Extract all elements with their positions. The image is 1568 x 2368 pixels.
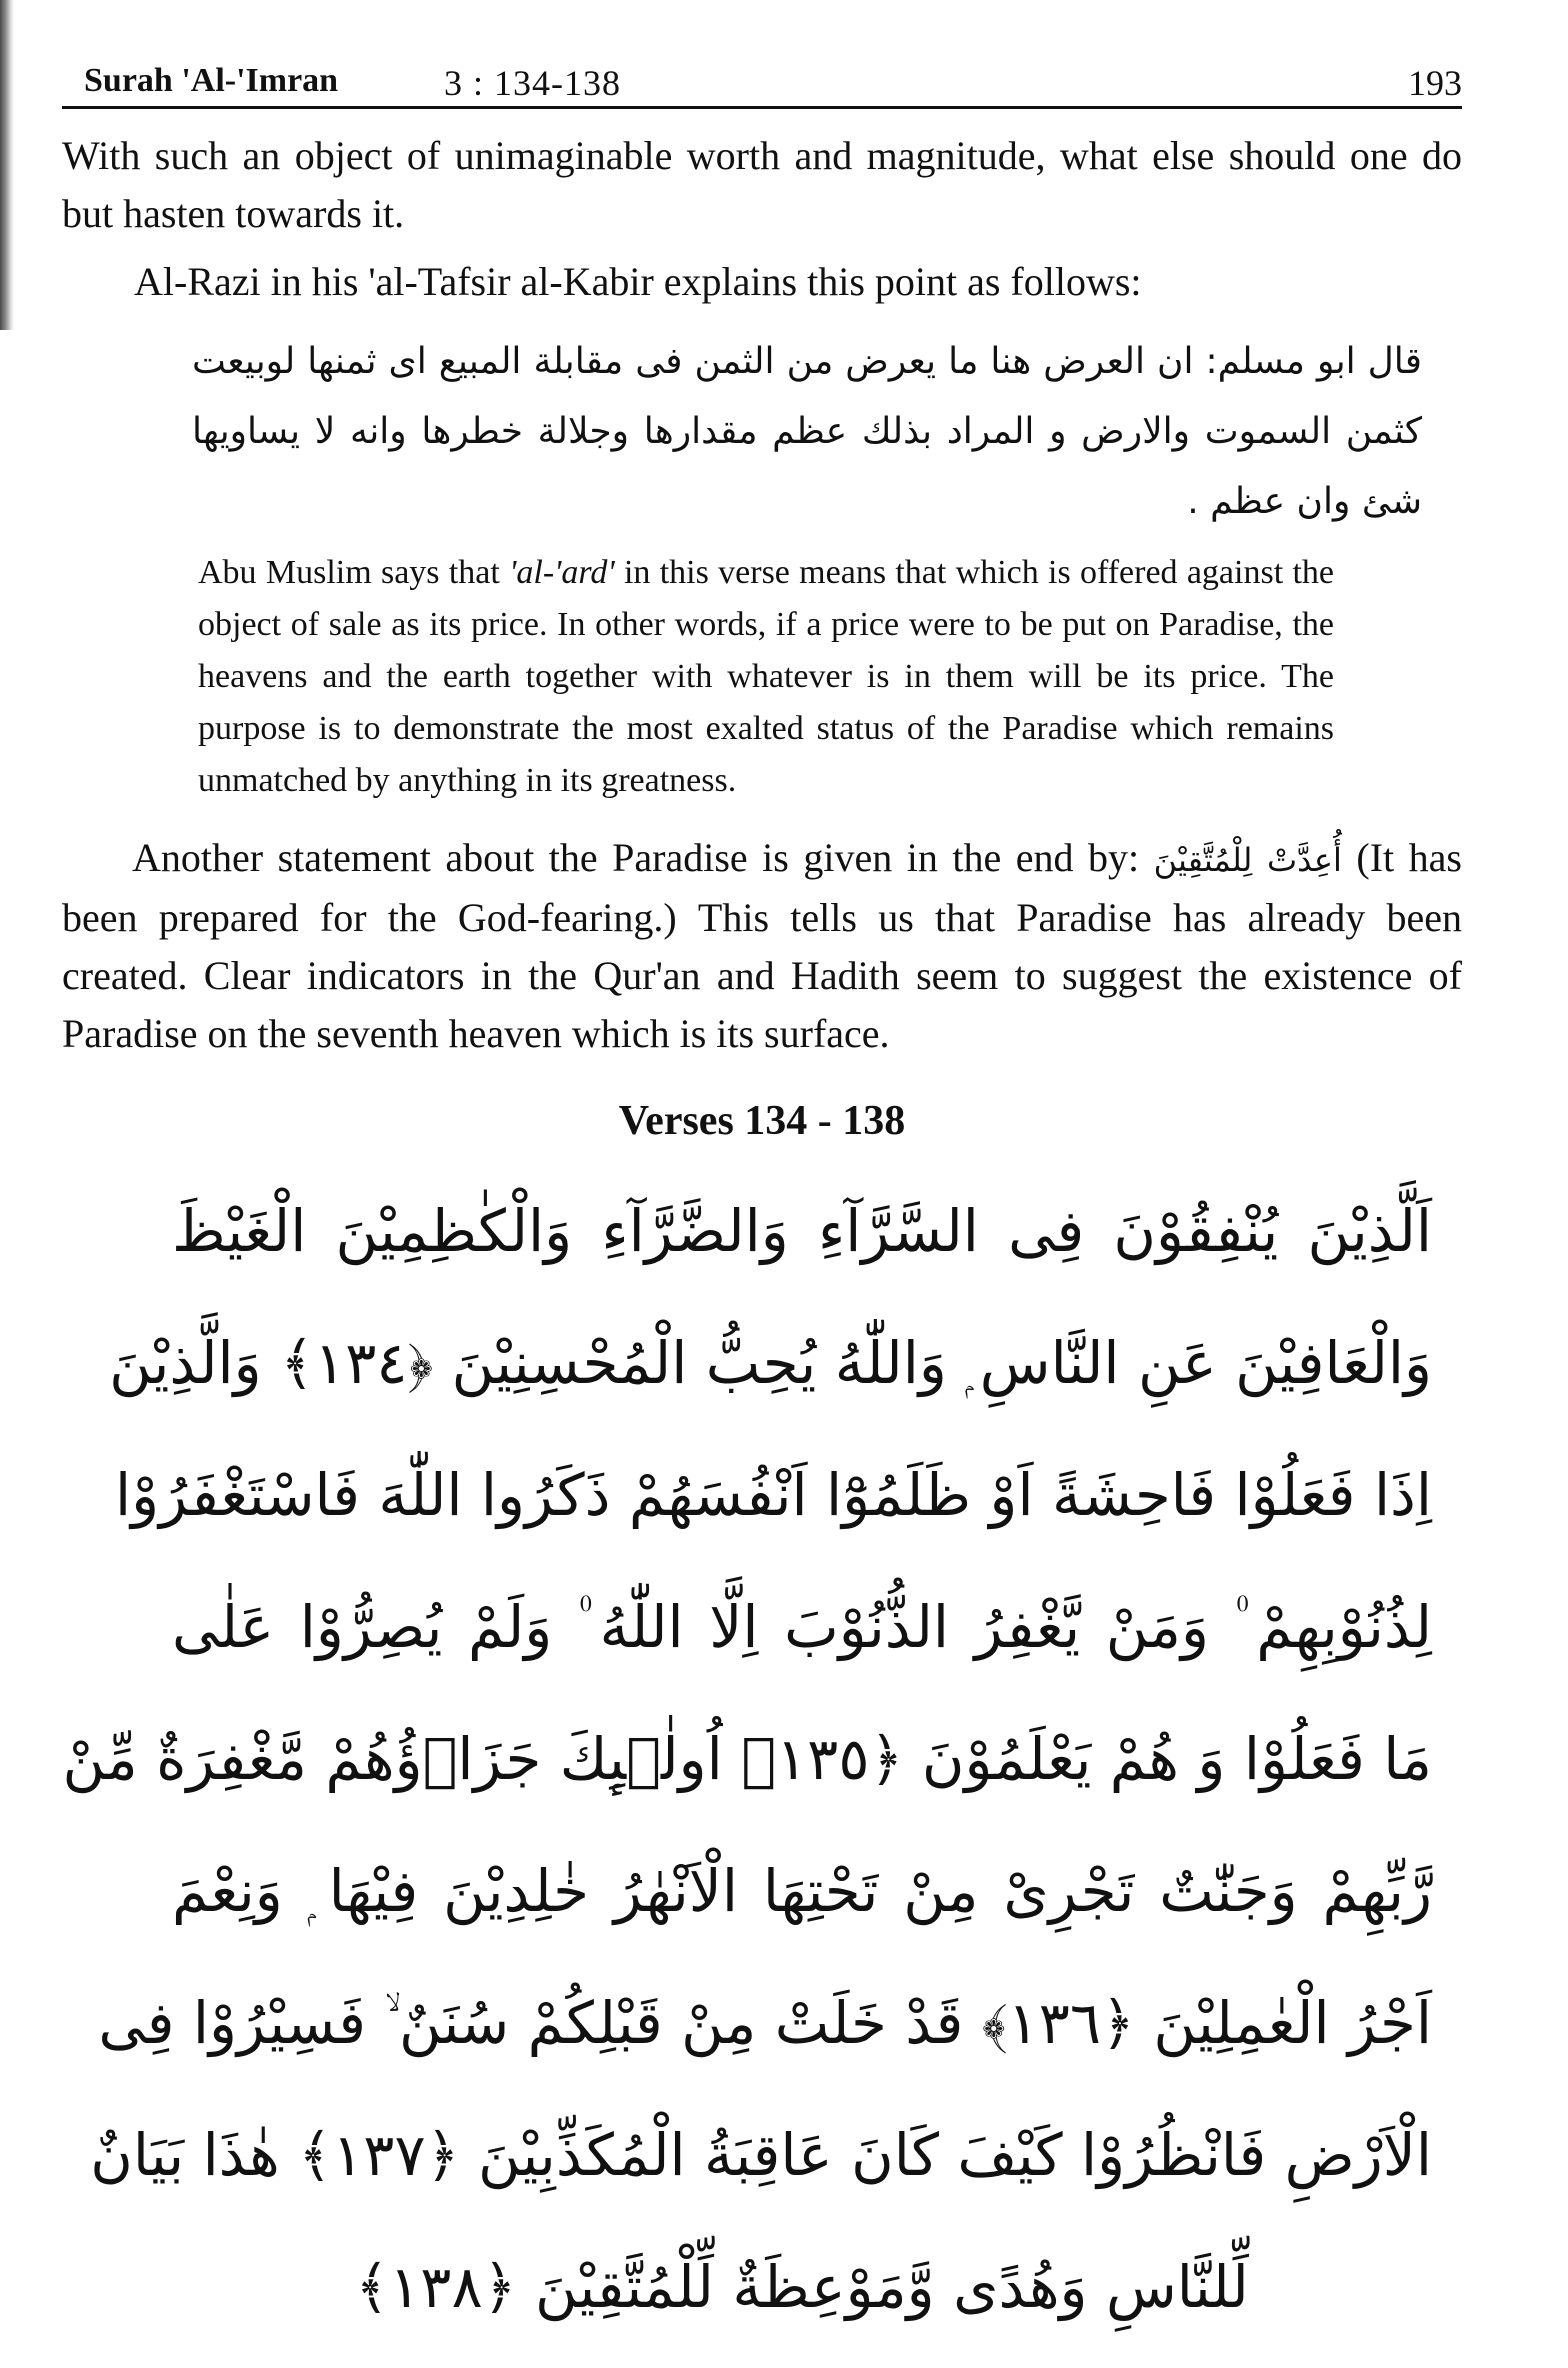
quote-text-2: in this verse means that which is offered against the object of sale as its price. In other words, if a price were to be put on Paradise, the heavens and the earth together with whatever is in them will be its price. The purpose is to demonstrate the most exalted status of the Paradise which remains unmatched by anything in its greatness. [198, 554, 1334, 799]
paragraph-3 [62, 829, 1462, 1063]
paragraph-3-start: Another statement about the Paradise is given in the end by: [132, 835, 1154, 880]
paragraph-1: With such an object of unimaginable worth and magnitude, what else should one do but hasten towards it. [62, 133, 1462, 236]
scan-shadow [0, 0, 14, 330]
verse-line: اِذَا فَعَلُوْا فَاحِشَةً اَوْ ظَلَمُوْٓا اَنْفُسَهُمْ ذَكَرُوا اللّٰهَ فَاسْتَغْفَرُوْا [115, 1461, 1432, 1529]
verse-line: وَالْعَافِيْنَ عَنِ النَّاسِ ۭ وَاللّٰهُ يُحِبُّ الْمُحْسِنِيْنَ ﴿١٣٤﴾ وَالَّذِيْنَ [109, 1329, 1432, 1397]
verse-line: اَلَّذِيْنَ يُنْفِقُوْنَ فِى السَّرَّآءِ وَالضَّرَّآءِ وَالْكٰظِمِيْنَ الْغَيْظَ [172, 1197, 1432, 1265]
verse-line: اَجْرُ الْعٰمِلِيْنَ ﴿١٣٦﴾ قَدْ خَلَتْ مِنْ قَبْلِكُمْ سُنَنٌ ۙ فَسِيْرُوْا فِى [98, 1989, 1432, 2057]
running-header [62, 40, 1462, 109]
quran-verses [62, 1165, 1433, 2353]
book-page [62, 40, 1462, 2353]
paragraph-2: Al-Razi in his 'al-Tafsir al-Kabir explains this point as follows: [134, 259, 1142, 304]
verse-line: رَّبِّهِمْ وَجَنّٰتٌ تَجْرِىْ مِنْ تَحْتِهَا الْاَنْهٰرُ خٰلِدِيْنَ فِيْهَا ۭ وَنِعْمَ [172, 1857, 1432, 1925]
page-number: 193 [1408, 63, 1462, 103]
arabic-quotation: قال ابو مسلم: ان العرض هنا ما يعرض من الثمن فى مقابلة المبيع اى ثمنها لوبيعت كثمن السموت والارض و المراد بذلك عظم مقدارها وجلالة خطرها وانه لا يساويها شئ وان عظم . [192, 341, 1422, 522]
quote-text-1: Abu Muslim says that [198, 554, 510, 591]
verse-line-last: لِّلنَّاسِ وَهُدًى وَّمَوْعِظَةٌ لِّلْمُتَّقِيْنَ ﴿١٣٨﴾ [355, 2253, 1249, 2321]
inline-arabic-phrase: أُعِدَّتْ لِلْمُتَّقِيْنَ [1153, 841, 1342, 879]
verse-line: لِذُنُوْبِهِمْ ۠ وَمَنْ يَّغْفِرُ الذُّنُوْبَ اِلَّا اللّٰهُ ۠ وَلَمْ يُصِرُّوْا عَلٰى [172, 1593, 1433, 1661]
verse-line: مَا فَعَلُوْا وَ هُمْ يَعْلَمُوْنَ ﴿١٣٥﴾ اُولٰۗىِٕكَ جَزَاۗؤُهُمْ مَّغْفِرَةٌ مِّنْ [62, 1725, 1432, 1793]
paragraph-3-end: (It has been prepared for the God-fearing.) This tells us that Paradise has already been created. Clear indicators in the Qur'an and Hadith seem to suggest the existence of Paradise on the seventh heaven which is its surface. [62, 835, 1463, 1056]
verse-reference: 3 : 134-138 [444, 63, 621, 103]
translation-quote [198, 547, 1334, 807]
verses-heading: Verses 134 - 138 [618, 1098, 906, 1144]
surah-name: Surah 'Al-'Imran [84, 62, 339, 99]
quote-term: 'al-'ard' [509, 554, 615, 591]
verse-line: الْاَرْضِ فَانْظُرُوْا كَيْفَ كَانَ عَاقِبَةُ الْمُكَذِّبِيْنَ ﴿١٣٧﴾ هٰذَا بَيَانٌ [90, 2121, 1432, 2189]
